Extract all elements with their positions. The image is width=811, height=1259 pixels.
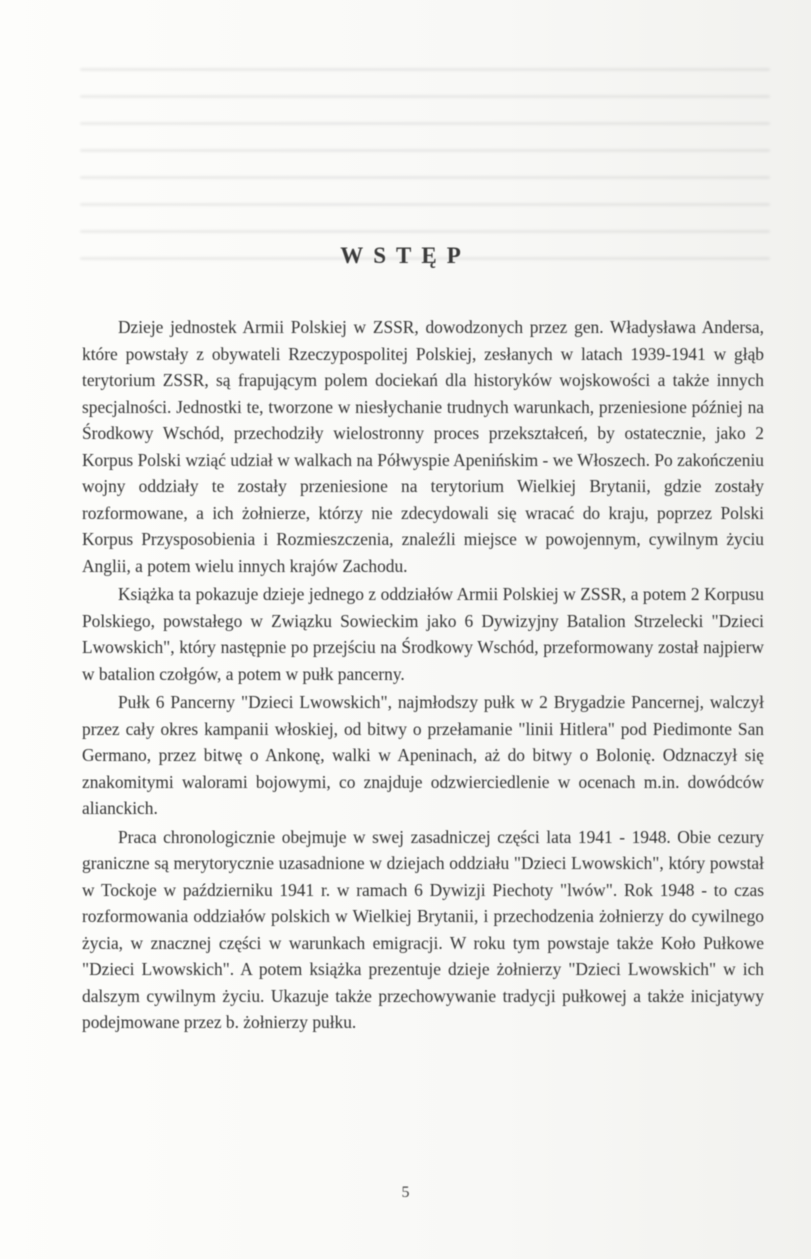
paragraph: Praca chronologicznie obejmuje w swej zasadniczej części lata 1941 - 1948. Obie cezury graniczne są merytorycznie uzasadnione w dziejach oddziału "Dzieci Lwowskich", który powstał w Tockoje w październiku 1941 r. w ramach 6 Dywizji Piechoty "lwów". Rok 1948 - to czas rozformowania oddziałów polskich w Wielkiej Brytanii, i przechodzenia żołnierzy do cywilnego życia, w znacznej części w warunkach emigracji. W roku tym powstaje także Koło Pułkowe "Dzieci Lwowskich". A potem książka prezentuje dzieje żołnierzy "Dzieci Lwowskich" w ich dalszym cywilnym życiu. Ukazuje także przechowywanie tradycji pułkowej a także inicjatywy podejmowane przez b. żołnierzy pułku. <box>82 826 764 1032</box>
paragraph: Książka ta pokazuje dzieje jednego z oddziałów Armii Polskiej w ZSSR, a potem 2 Korpusu Polskiego, powstałego w Związku Sowieckim jako 6 Dywizyjny Batalion Strzelecki "Dzieci Lwowskich", który następnie po przejściu na Środkowy Wschód, przeformowany został najpierw w batalion czołgów, a potem w pułk pancerny. <box>82 584 764 684</box>
body-text <box>82 314 764 1036</box>
page-number: 5 <box>401 1184 410 1201</box>
paragraph: Dzieje jednostek Armii Polskiej w ZSSR, dowodzonych przez gen. Władysława Andersa, które powstały z obywateli Rzeczypospolitej Polskiej, zesłanych w latach 1939-1941 w głąb terytorium ZSSR, są frapującym polem dociekań dla historyków wojskowości a także innych specjalności. Jednostki te, tworzone w niesłychanie trudnych warunkach, przeniesione później na Środkowy Wschód, przechodziły wielostronny proces przekształceń, by ostatecznie, jako 2 Korpus Polski wziąć udział w walkach na Półwyspie Apenińskim - we Włoszech. Po zakończeniu wojny oddziały te zostały przeniesione na terytorium Wielkiej Brytanii, gdzie zostały rozformowane, a ich żołnierze, którzy nie zdecydowali się wracać do kraju, poprzez Polski Korpus Przysposobienia i Rozmieszczenia, znaleźli miejsce w powojennym, cywilnym życiu Anglii, a potem wielu innych krajów Zachodu. <box>82 317 764 576</box>
show-through-text <box>80 68 770 318</box>
page-title: WSTĘP <box>340 243 471 269</box>
paragraph: Pułk 6 Pancerny "Dzieci Lwowskich", najmłodszy pułk w 2 Brygadzie Pancernej, walczył przez cały okres kampanii włoskiej, od bitwy o przełamanie "linii Hitlera" pod Piedimonte San Germano, przez bitwę o Ankonę, walki w Apeninach, aż do bitwy o Bolonię. Odznaczył się znakomitymi walorami bojowymi, co znajduje odzwierciedlenie w ocenach m.in. dowódców alianckich. <box>82 692 764 818</box>
